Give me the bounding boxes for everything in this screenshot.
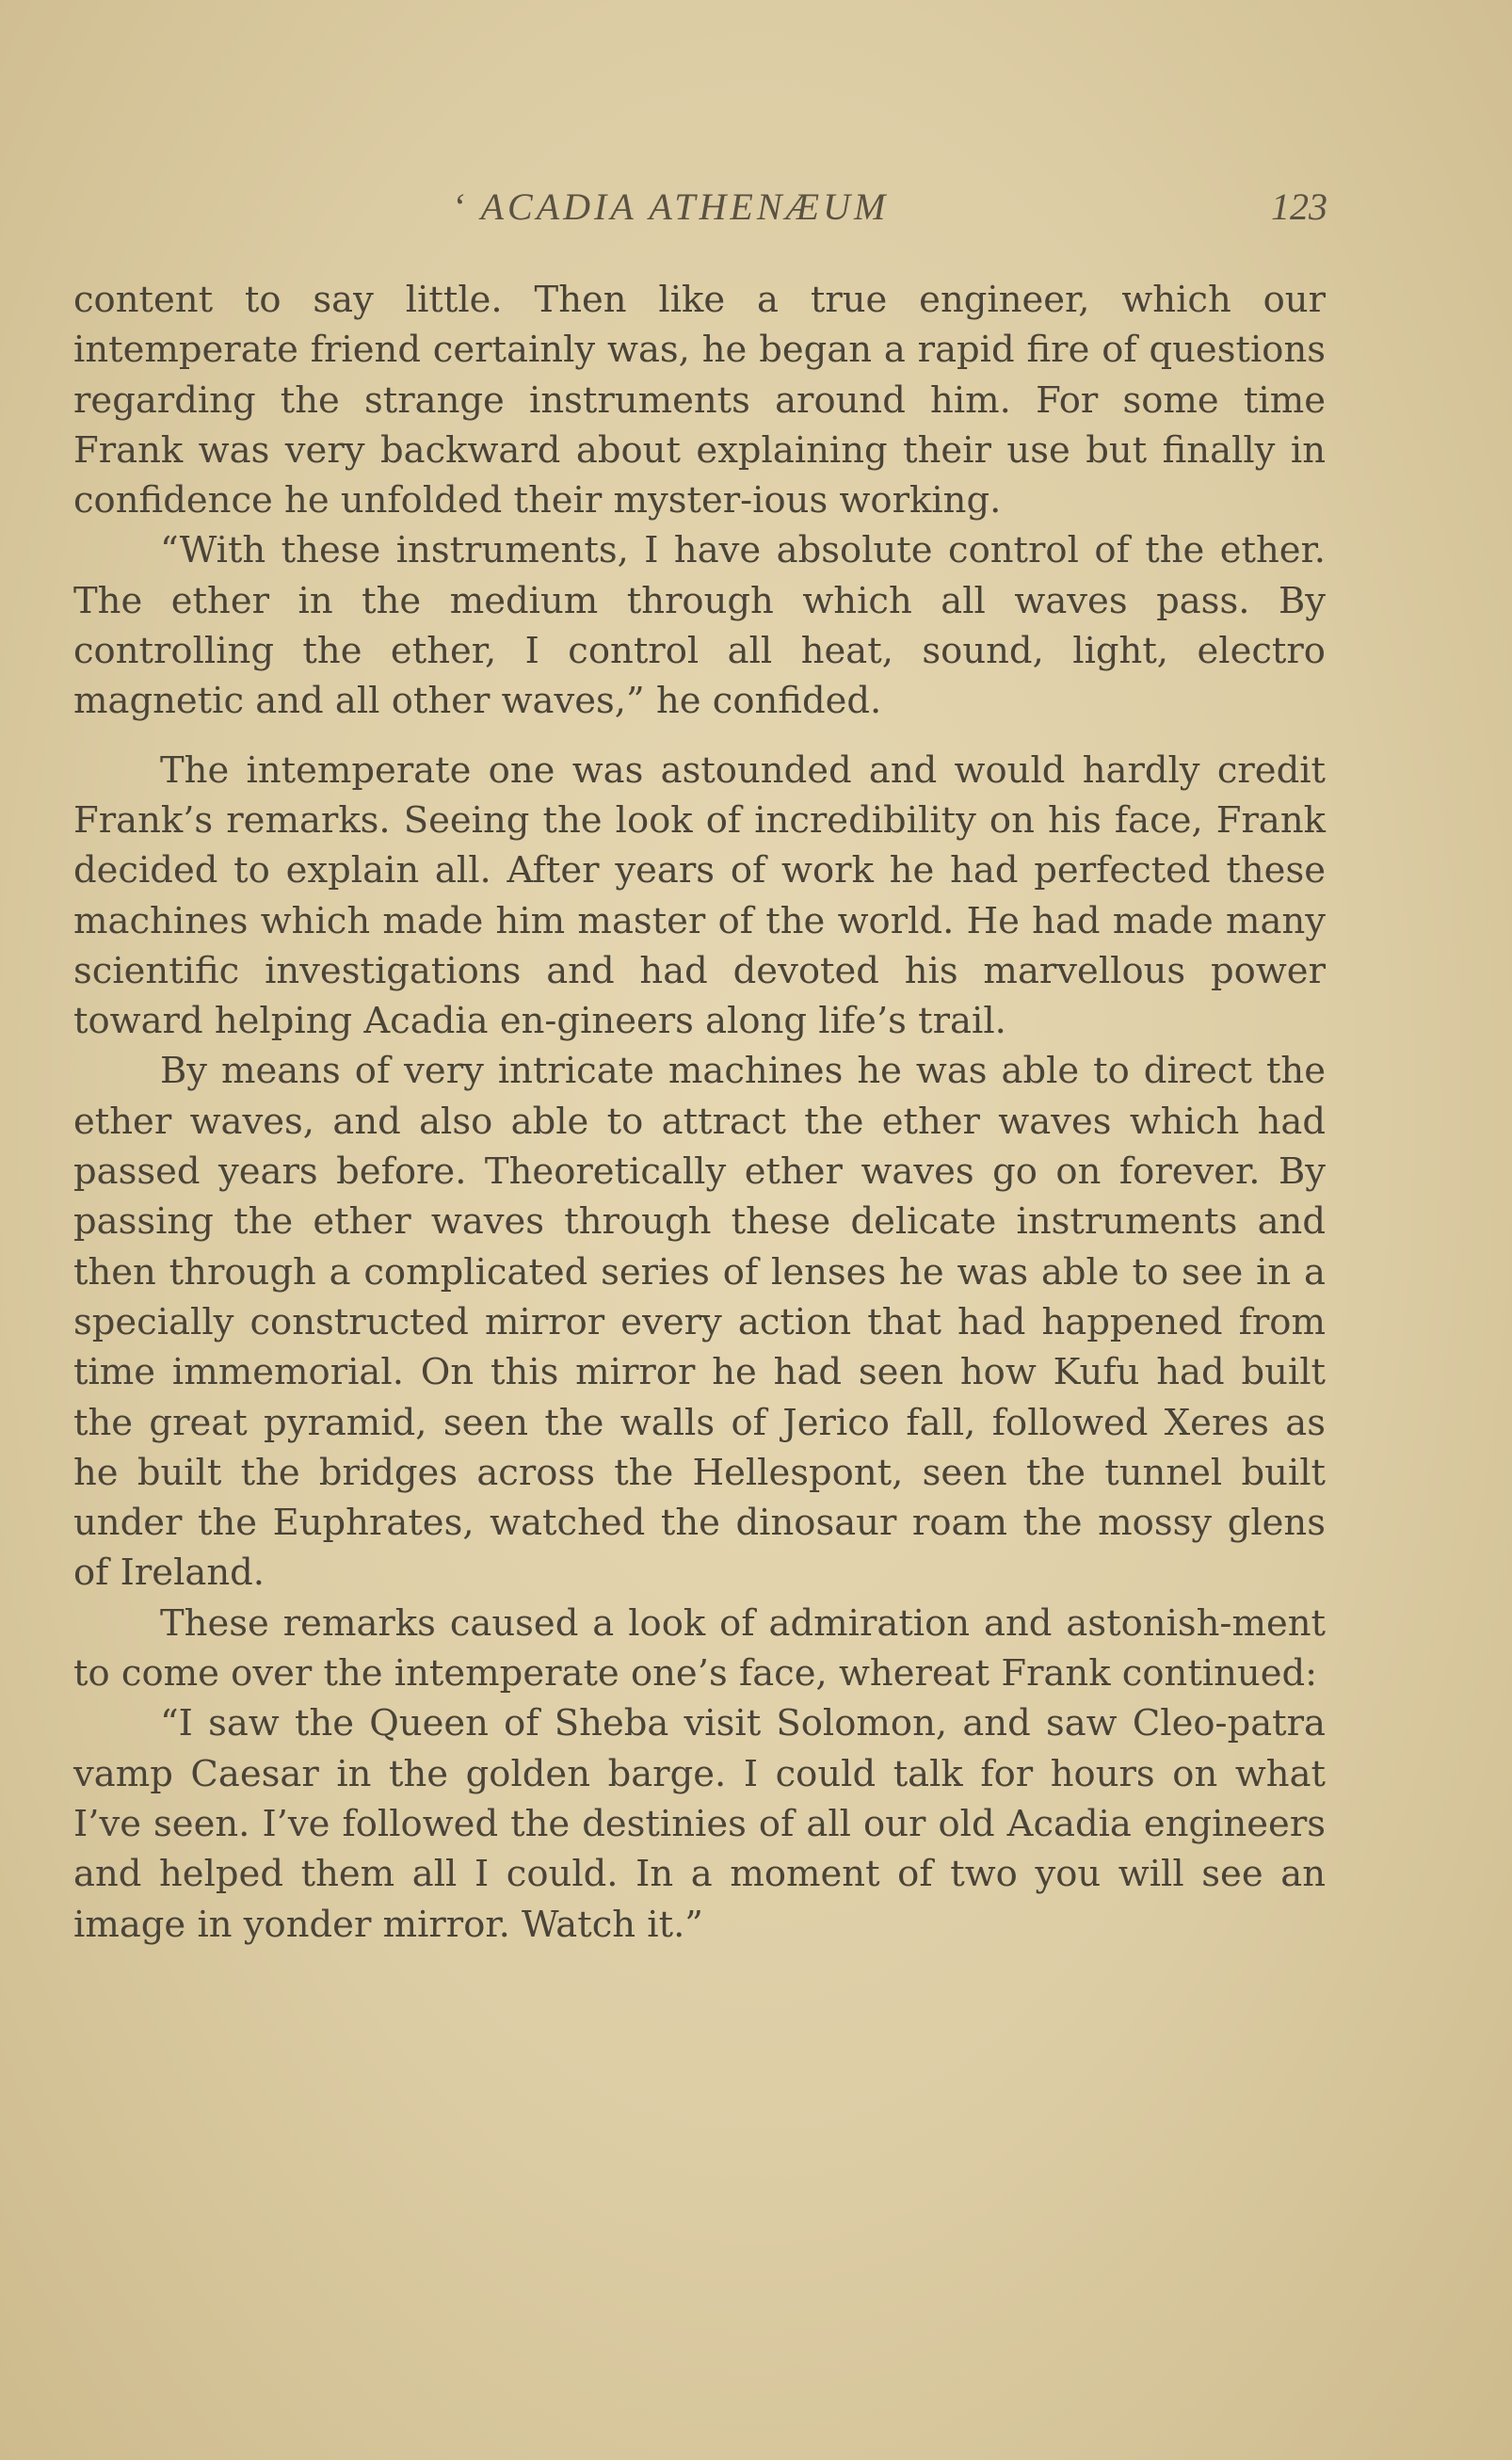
body-text xyxy=(73,275,1326,1950)
paragraph-5: These remarks caused a look of admiration and astonish-ment to come over the intemperate one’s face, whereat Frank continued: xyxy=(73,1601,1326,1696)
paragraph-2: “With these instruments, I have absolute control of the ether. The ether in the medium through which all waves pass. By controlling the ether, I control all heat, sound, light, electro magnetic and all other waves,” he confided. xyxy=(73,529,1326,723)
paragraph-1: content to say little. Then like a true engineer, which our intemperate friend certainly was, he began a rapid fire of questions regarding the strange instruments around him. For some time Frank was very backward about explaining their use but finally in confidence he unfolded their myster-ious working. xyxy=(73,279,1326,523)
page-number: 123 xyxy=(1271,185,1327,228)
page-header xyxy=(75,185,1327,237)
paragraph-6: “I saw the Queen of Sheba visit Solomon, and saw Cleo-patra vamp Caesar in the golden barge. I could talk for hours on what I’ve seen. I’ve followed the destinies of all our old Acadia engineers and helped them all I could. In a moment of two you will see an image in yonder mirror. Watch it.” xyxy=(73,1702,1326,1946)
paragraph-3: The intemperate one was astounded and would hardly credit Frank’s remarks. Seeing the look of incredibility on his face, Frank decided to explain all. After years of work he had perfected these machines which made him master of the world. He had made many scientific investigations and had devoted his marvellous power toward helping Acadia en-gineers along life’s trail. xyxy=(73,748,1326,1043)
running-title: ‘ ACADIA ATHENÆUM xyxy=(452,185,890,228)
paragraph-4: By means of very intricate machines he was able to direct the ether waves, and also able to attract the ether waves which had passed years before. Theoretically ether waves go on forever. By passing the ether waves through these delicate instruments and then through a complicated series of lenses he was able to see in a specially constructed mirror every action that had happened from time immemorial. On this mirror he had seen how Kufu had built the great pyramid, seen the walls of Jerico fall, followed Xeres as he built the bridges across the Hellespont, seen the tunnel built under the Euphrates, watched the dinosaur roam the mossy glens of Ireland. xyxy=(73,1050,1326,1595)
